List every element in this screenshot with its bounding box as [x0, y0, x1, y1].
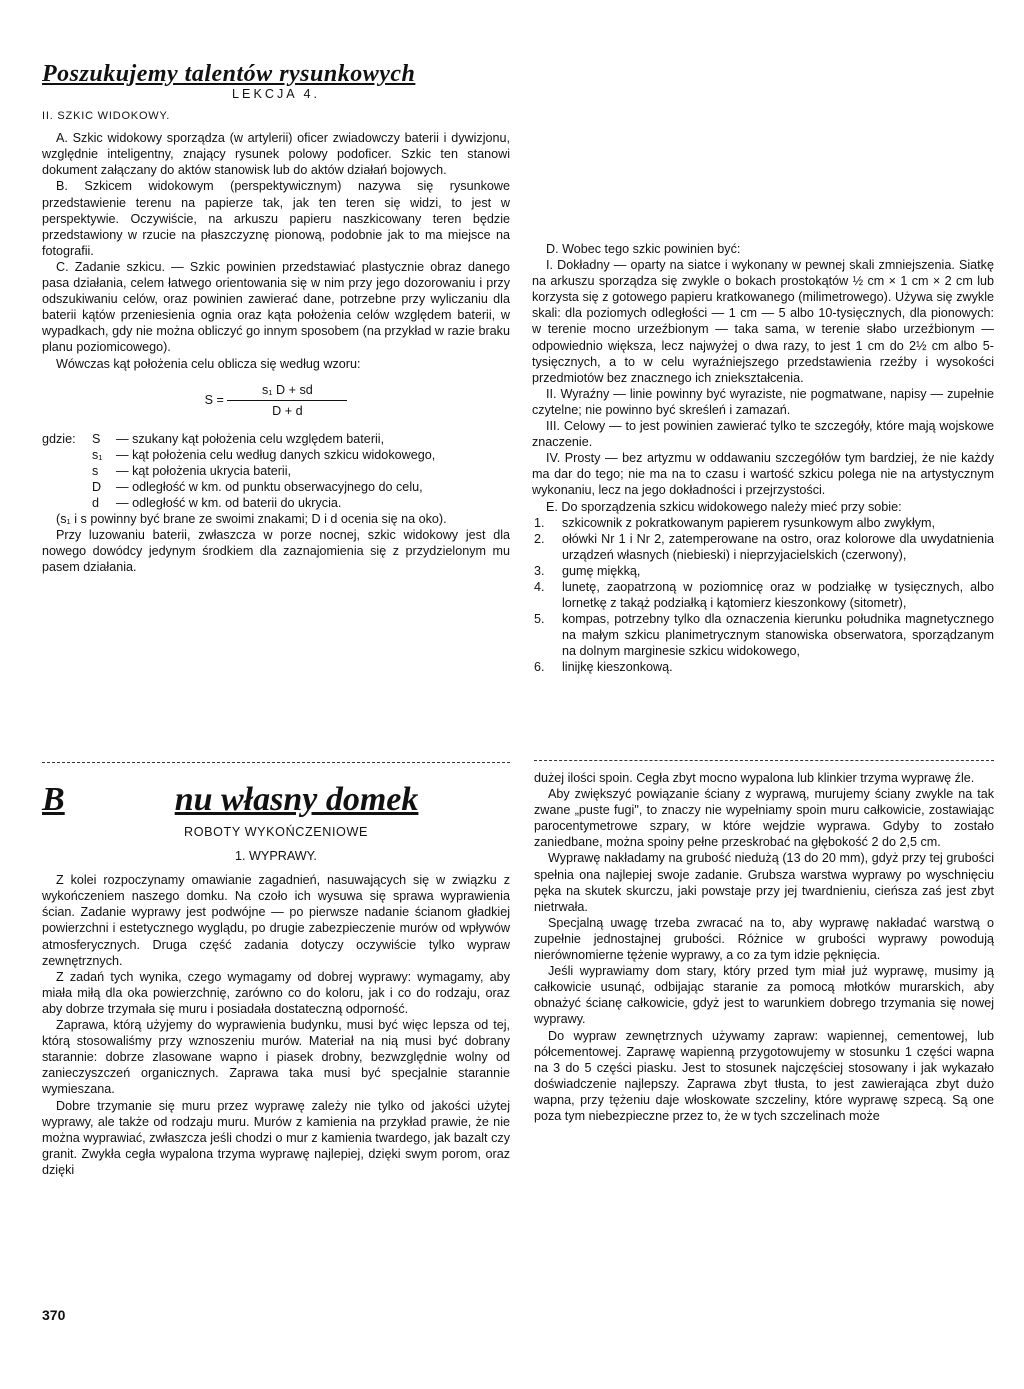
definition-symbol: S [92, 431, 101, 446]
definitions-list [42, 431, 510, 511]
definition-text: — kąt położenia celu według danych szkicu widokowego, [116, 447, 436, 462]
tools-list-text: szkicownik z pokratkowanym papierem rysunkowym albo zwykłym, [562, 515, 936, 530]
definition-lead [42, 463, 92, 479]
house-title [42, 780, 510, 820]
definition-text: — kąt położenia ukrycia baterii, [116, 463, 291, 478]
house-paragraph-4: Dobre trzymanie się muru przez wyprawę zależy nie tylko od jakości użytej wyprawy, ale także od rodzaju muru. Murów z kamienia na przykład prawie, że nie można wyprawiać, zwłaszcza jeśli chodzi o mur z kamienia twardego, jak bazalt czy granit. Zwykła cegła wypalona trzyma wyprawę najlepiej, dzięki swym porom, oraz dzięki [42, 1098, 510, 1177]
paragraph-night: Przy luzowaniu baterii, zwłaszcza w porze nocnej, szkic widokowy jest dla nowego dowódcy jedynym środkiem dla zaznajomienia się z przydzielonym mu pasem działania. [42, 528, 510, 575]
house-right-paragraph-4: Specjalną uwagę trzeba zwracać na to, aby wyprawę nakładać warstwą o zupełnie jednostajnej grubości. Różnice w grubości wyprawy powodują nierównomierne tężenie wyprawy, a co za tym idzie pęknięcia. [534, 915, 994, 963]
tools-list-text: kompas, potrzebny tylko dla oznaczenia kierunku południka magnetycznego na małym szkicu planimetrycznym stanowiska obserwatora, sporządzanym na dolnym marginesie szkicu widokowego, [562, 612, 994, 659]
paragraph-e: E. Do sporządzenia szkicu widokowego należy mieć przy sobie: [546, 499, 902, 514]
paragraph-c: C. Zadanie szkicu. — Szkic powinien przedstawiać plastycznie obraz danego pasa działania, celem łatwego orientowania się w nim przy jego dozorowaniu i przy odszukiwaniu celów, oraz powinien zawierać dane, potrzebne przy wyliczaniu dla baterii kątów przeniesienia ognia oraz kąta położenia celów względem baterii, w wypadkach, gdy nie można obliczyć go innym sposobem (na przykład w razie braku planu poziomicowego). [42, 259, 510, 355]
tools-list-item [532, 531, 994, 563]
formula [42, 380, 510, 421]
section-heading: II. SZKIC WIDOKOWY. [42, 110, 171, 123]
tools-list-number: 5. [534, 612, 545, 627]
formula-numerator: s₁ D + sd [227, 380, 347, 401]
house-right-paragraph-3: Wyprawę nakładamy na grubość niedużą (13 do 20 mm), gdyż przy tej grubości spełnia ona najlepiej swoje zadanie. Grubsza warstwa wyprawy po wyschnięciu pęka na skutek skurczu, jaki powstaje przy jej twardnieniu, cieńsza zaś jest zbyt nietrwała. [534, 851, 994, 914]
tools-list-item [532, 659, 994, 675]
tools-list-number: 6. [534, 660, 545, 675]
definition-symbol: d [92, 495, 100, 510]
house-paragraph-1: Z kolei rozpoczynamy omawianie zagadnień, nasuwających się w związku z wykończeniem naszego domku. Na czoło ich wysuwa się sprawa wyprawienia ścian. Zadanie wyprawy jest podwójne — po pierwsze nadanie ścianom gładkiej powierzchni i estetycznego wyglądu, po drugie zabezpieczenie murów od wpływów atmosferycznych. Druga część zadania dotyczy oczywiście tylko wypraw zewnętrznych. [42, 873, 510, 968]
house-paragraph-3: Zaprawa, którą użyjemy do wyprawienia budynku, musi być więc lepsza od tej, którą stosowaliśmy przy wznoszeniu murów. Materiał na nią musi być dobrany starannie: dobrze zlasowane wapno i piasek drobny, bezwzględnie wolny od zanieczyszczeń organicznych. Zaprawa taka musi być specjalnie starannie wymieszana. [42, 1018, 510, 1097]
definition-lead [42, 479, 92, 495]
house-subtitle: ROBOTY WYKOŃCZENIOWE [184, 825, 368, 839]
requirement-iii: III. Celowy — to jest powinien zawierać tylko te szczegóły, które mają wojskowe znaczenie. [532, 419, 994, 450]
house-right-paragraph-2: Aby zwiększyć powiązanie ściany z wyprawą, murujemy ściany zwykle na tak zwane „puste fugi", to znaczy nie wypełniamy spoin muru całkowicie, zostawiając parocentymetrowe szpary, w które wejdzie wyprawa. Gdyby to zostało zaniedbane, można spoiny pełne przeskrobać na głębokość 2 do 2,5 cm. [534, 787, 994, 850]
formula-intro: Wówczas kąt położenia celu oblicza się według wzoru: [56, 356, 361, 371]
lesson-column-left [42, 60, 510, 575]
page-number: 370 [42, 1307, 66, 1323]
tools-list-item [532, 515, 994, 531]
lesson-column-right [532, 51, 994, 676]
definition-item [42, 463, 510, 479]
definition-symbol: D [92, 479, 102, 494]
definition-item [42, 447, 510, 463]
house-right-paragraph-5: Jeśli wyprawiamy dom stary, który przed tym miał już wyprawę, musimy ją całkowicie usunąć, odbijając staranie za pomocą młotków murarskich, aby obnażyć ścianę całkowicie, gdyż jest to warunkiem dobrego trzymania się nowej wyprawy. [534, 964, 994, 1027]
tools-list [532, 515, 994, 676]
paragraph-d: D. Wobec tego szkic powinien być: [546, 242, 741, 256]
formula-denominator: D + d [272, 403, 303, 418]
tools-list-item [532, 563, 994, 579]
tools-list-item [532, 611, 994, 659]
section-divider-left [42, 762, 510, 763]
house-column-left [42, 780, 510, 1178]
tools-list-number: 4. [534, 579, 545, 594]
requirement-iv: IV. Prosty — bez artyzmu w oddawaniu szczegółów tym bardziej, że nie każdy ma dar do tego; nie ma na to czasu i wartość szkicu polega nie na artystycznym wykonaniu, lecz na jego dokładności i przejrzystości. [532, 451, 994, 498]
definition-lead: gdzie: [42, 431, 76, 446]
formula-lhs: S = [204, 392, 224, 407]
signs-note: (s₁ i s powinny być brane ze swoimi znakami; D i d ocenia się na oko). [56, 512, 447, 527]
tools-list-number: 2. [534, 531, 545, 546]
tools-list-text: ołówki Nr 1 i Nr 2, zatemperowane na ostro, oraz kolorowe dla uwydatnienia urządzeń własnych (niebieski) i nieprzyjacielskich (czerwony), [562, 531, 994, 562]
house-right-paragraph-6: Do wypraw zewnętrznych używamy zapraw: wapiennej, cementowej, lub półcementowej. Zaprawę wapienną przygotowujemy w stosunku 1 części wapna na 3 do 5 części piasku. Jest to stosunek najczęściej stosowany i jak wykazało doświadczenie najlepszy. Zaprawa zbyt tłusta, to jest zawierająca zbyt dużo wapna, przy tężeniu daje włoskowate szczeliny, które wyprawę szpecą. Są one poza tym niebezpieczne przez to, że w tych szczelinach może [534, 1028, 994, 1123]
definition-item [42, 431, 510, 447]
definition-item [42, 479, 510, 495]
tools-list-item [532, 579, 994, 611]
section-divider-right [534, 760, 994, 761]
definition-lead [42, 447, 92, 463]
tools-list-text: linijkę kieszonkową. [562, 660, 673, 675]
tools-list-text: lunetę, zaopatrzoną w poziomnicę oraz w podziałkę w tysięcznych, albo lornetkę z takąż podziałką i kątomierz kieszonkowy (sitometr), [562, 579, 994, 611]
house-title-initial: B [42, 781, 65, 818]
definition-lead [42, 495, 92, 511]
requirement-i: I. Dokładny — oparty na siatce i wykonany w pewnej skali zmniejszenia. Siatkę na arkuszu sporządza się zwykle o bokach prostokątów ½ cm × 1 cm × 2 cm lub korzysta się z gotowego papieru kratkowanego (milimetrowego). Używa się zwykle skali: dla poziomych odległości — 1 cm — 5 albo 10-tysięcznych, dla pionowych: w terenie mocno urzeźbionym — taka sama, w terenie słabo urzeźbionym — odpowiednio większa, lecz najwyżej o dwa razy, to jest 1 cm do 2½ cm albo 5-tysięcznych, a to w celu wyraźniejszego przedstawienia rzeźby i wysokości przedmiotów bez znacznego ich zniekształcenia. [532, 258, 994, 385]
lesson-subtitle: LEKCJA 4. [232, 87, 320, 101]
definition-text: — odległość w km. od punktu obserwacyjnego do celu, [116, 479, 423, 494]
definition-symbol: s [92, 463, 99, 478]
definition-symbol: s₁ [92, 447, 103, 462]
paragraph-b: B. Szkicem widokowym (perspektywicznym) nazywa się rysunkowe przedstawienie terenu na papierze tak, jak ten teren się widzi, to jest w perspektywie. Oczywiście, na arkuszu papieru naszkicowany teren będzie przedstawiony w rzucie na płaszczyznę pionową, podobnie jak to ma miejsce na fotografii. [42, 179, 510, 258]
house-part-heading: 1. WYPRAWY. [235, 849, 317, 864]
tools-list-text: gumę miękką, [562, 563, 641, 578]
definition-text: — odległość w km. od baterii do ukrycia. [116, 495, 342, 510]
lesson-title: Poszukujemy talentów rysunkowych [42, 61, 416, 87]
house-right-paragraph-1: dużej ilości spoin. Cegła zbyt mocno wypalona lub klinkier trzyma wyprawę źle. [534, 771, 975, 785]
tools-list-number: 1. [534, 515, 545, 530]
tools-list-number: 3. [534, 563, 545, 578]
requirement-ii: II. Wyraźny — linie powinny być wyraziste, nie pogmatwane, napisy — zupełnie czytelne; nie powinno być skreśleń i zamazań. [532, 386, 994, 417]
paragraph-a: A. Szkic widokowy sporządza (w artylerii) oficer zwiadowczy baterii i dywizjonu, względnie inteligentny, znający rysunek polowy podoficer. Szkic ten stanowi dokument załączany do aktów stanowisk lub do aktów działań bojowych. [42, 131, 510, 178]
definition-item [42, 495, 510, 511]
house-title-rest: nu własny domek [174, 781, 419, 818]
house-paragraph-2: Z zadań tych wynika, czego wymagamy od dobrej wyprawy: wymagamy, aby miała miłą dla oka powierzchnię, zarówno co do koloru, jak i co do rodzaju, oraz aby dobrze trzymała się muru i posiadała dostateczną odporność. [42, 969, 510, 1016]
house-column-right [534, 770, 994, 1124]
definition-text: — szukany kąt położenia celu względem baterii, [116, 431, 385, 446]
